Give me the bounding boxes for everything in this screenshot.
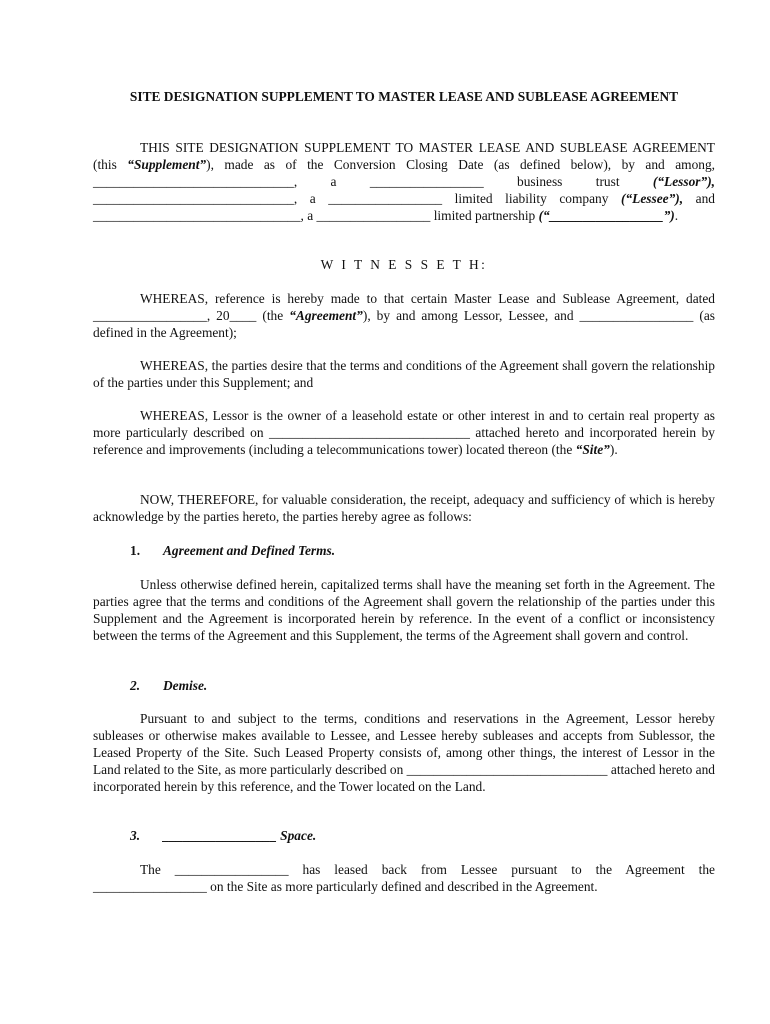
defined-term-lessee: (“Lessee”), <box>621 191 684 206</box>
defined-term-party-blank: (“_________________”) <box>538 208 675 223</box>
whereas-paragraph-3 <box>93 407 715 458</box>
section-1-number: 1. <box>130 543 141 558</box>
intro-text-5: . <box>674 208 679 223</box>
whereas-paragraph-1 <box>93 290 715 341</box>
witnesseth-heading: W I T N E S S E T H: <box>320 257 488 272</box>
intro-text-2: ), made as of the Conversion Closing Date (as defined below), by and among, ______________________________, a _________________ business trust <box>93 157 716 189</box>
section-2-heading <box>130 677 207 694</box>
section-1-body: Unless otherwise defined herein, capitalized terms shall have the meaning set forth in the Agreement. The parties agree that the terms and conditions of the Agreement shall govern the relationship of the parties under this Supplement and the Agreement is incorporated herein by reference. In the event of a conflict or inconsistency between the terms of the Agreement and this Supplement, the terms of the Agreement shall govern and control. <box>93 577 715 643</box>
defined-term-agreement: “Agreement” <box>289 308 363 323</box>
whereas3-text-2: ). <box>609 442 618 457</box>
now-therefore-paragraph: NOW, THEREFORE, for valuable consideration, the receipt, adequacy and sufficiency of which is hereby acknowledge by the parties hereto, the parties hereby agree as follows: <box>93 492 715 524</box>
intro-text-4: and _______________________________, a _________________ limited partnership <box>93 191 716 223</box>
whereas3-text-1: WHEREAS, Lessor is the owner of a leasehold estate or other interest in and to certain real property as more particularly described on ______________________________ attached hereto and incorporated herein by reference and improvements (including a telecommunications tower) located thereon (the <box>93 408 715 457</box>
section-3-heading <box>130 827 316 844</box>
whereas1-text-1: WHEREAS, reference is hereby made to that certain Master Lease and Sublease Agreement, dated _________________, 20____ (the <box>93 291 715 323</box>
defined-term-lessor: (“Lessor”), <box>652 174 715 189</box>
section-3-number: 3. <box>130 828 141 843</box>
section-3-body: The _________________ has leased back from Lessee pursuant to the Agreement the _________________ on the Site as more particularly defined and described in the Agreement. <box>93 862 715 894</box>
defined-term-site: “Site” <box>575 442 610 457</box>
section-3-title: _________________ Space. <box>163 828 317 843</box>
intro-paragraph <box>93 139 715 224</box>
whereas-paragraph-2: WHEREAS, the parties desire that the terms and conditions of the Agreement shall govern the relationship of the parties under this Supplement; and <box>93 358 715 390</box>
section-2-title: Demise. <box>163 678 208 693</box>
section-1-title: Agreement and Defined Terms. <box>163 543 336 558</box>
intro-text-3: ______________________________, a _________________ limited liability company <box>93 191 622 206</box>
intro-text-1: THIS SITE DESIGNATION SUPPLEMENT TO MASTER LEASE AND SUBLEASE AGREEMENT (this <box>93 140 715 172</box>
defined-term-supplement: “Supplement” <box>127 157 207 172</box>
section-1-heading <box>130 542 335 559</box>
section-2-body: Pursuant to and subject to the terms, conditions and reservations in the Agreement, Lessor hereby subleases or otherwise makes available to Lessee, and Lessee hereby subleases and accepts from Sublessor, the Leased Property of the Site. Such Leased Property consists of, among other things, the interest of Lessor in the Land related to the Site, as more particularly described on ______________________________ attached hereto and incorporated herein by this reference, and the Tower located on the Land. <box>93 711 715 794</box>
document-title: SITE DESIGNATION SUPPLEMENT TO MASTER LEASE AND SUBLEASE AGREEMENT <box>129 89 679 104</box>
section-2-number: 2. <box>130 678 141 693</box>
whereas1-text-2: ), by and among Lessor, Lessee, and _________________ (as defined in the Agreement); <box>93 308 715 340</box>
